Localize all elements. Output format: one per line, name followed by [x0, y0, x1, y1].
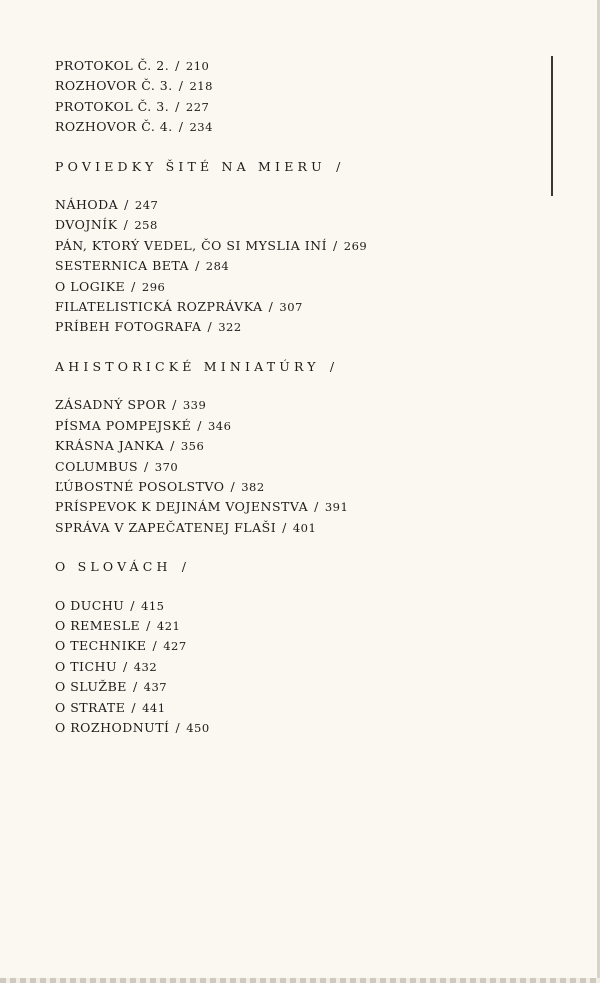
toc-entry-title: O REMESLE — [55, 617, 141, 633]
separator-slash: / — [178, 78, 184, 94]
toc-entry-title: O LOGIKE — [55, 278, 126, 294]
toc-entry-title: SPRÁVA V ZAPEČATENEJ FLAŠI — [55, 519, 277, 535]
toc-entry-page: 401 — [292, 520, 317, 535]
toc-entry-page: 210 — [185, 59, 210, 73]
toc-entry — [55, 457, 535, 477]
separator-slash: / — [178, 119, 184, 135]
toc-entry-title: O TECHNIKE — [55, 638, 147, 654]
toc-entry-page: 356 — [180, 439, 205, 454]
toc-entry-title: PÍSMA POMPEJSKÉ — [55, 417, 192, 433]
separator-slash: / — [175, 98, 180, 114]
toc-entry-title: FILATELISTICKÁ ROZPRÁVKA — [55, 299, 263, 315]
separator-slash: / — [336, 158, 341, 174]
separator-slash: / — [197, 417, 202, 433]
separator-slash: / — [123, 658, 128, 674]
toc-entry — [55, 277, 535, 297]
toc-entry-page: 218 — [189, 79, 213, 94]
separator-slash: / — [230, 478, 236, 494]
toc-entry-title: O TICHU — [55, 658, 117, 674]
toc-entry-page: 346 — [207, 418, 232, 433]
toc-entry-title: PÁN, KTORÝ VEDEL, ČO SI MYSLIA INÍ — [55, 237, 328, 253]
separator-slash: / — [132, 679, 138, 695]
toc-entry — [55, 395, 535, 415]
toc-entry-title: PROTOKOL Č. 3. — [55, 98, 170, 114]
separator-slash: / — [268, 299, 274, 315]
toc-entry — [55, 317, 535, 337]
section-heading — [55, 157, 535, 176]
toc-entry-title: O DUCHU — [55, 597, 125, 613]
toc-entry-title: ĽÚBOSTNÉ POSOLSTVO — [55, 478, 225, 494]
toc-entry — [55, 416, 535, 436]
toc-entry-title: ROZHOVOR Č. 3. — [55, 78, 173, 94]
separator-slash: / — [131, 278, 136, 294]
toc-entry — [55, 256, 535, 276]
toc-entry-title: PROTOKOL Č. 2. — [55, 58, 170, 73]
toc-entry — [55, 236, 535, 256]
section-heading-text: AHISTORICKÉ MINIATÚRY — [55, 358, 320, 374]
toc-entry-page: 339 — [182, 398, 207, 413]
toc-entry-page: 432 — [133, 659, 158, 674]
toc-entry — [55, 215, 535, 235]
toc-entry-page: 227 — [185, 99, 210, 114]
separator-slash: / — [152, 638, 158, 654]
separator-slash: / — [333, 237, 338, 253]
separator-slash: / — [282, 519, 287, 535]
toc-entry — [55, 497, 535, 517]
toc-entry-page: 322 — [218, 320, 242, 335]
toc-entry-title: ROZHOVOR Č. 4. — [55, 119, 173, 135]
toc-entry-page: 437 — [143, 680, 168, 695]
toc-entry-title: O STRATE — [55, 699, 126, 715]
toc-entry-page: 382 — [241, 479, 265, 494]
section-heading — [55, 557, 535, 576]
page-bottom-edge — [0, 978, 600, 983]
toc-entry-page: 296 — [141, 279, 166, 294]
section-heading-text: POVIEDKY ŠITÉ NA MIERU — [55, 158, 326, 174]
separator-slash: / — [207, 319, 213, 335]
toc-entry — [55, 297, 535, 317]
toc-entry — [55, 657, 535, 677]
toc-entry-title: O SLUŽBE — [55, 679, 127, 695]
toc-entry — [55, 76, 535, 96]
toc-entry-page: 441 — [142, 700, 166, 715]
toc-entry-page: 247 — [134, 198, 159, 213]
toc-entry-title: PRÍSPEVOK K DEJINÁM VOJENSTVA — [55, 499, 309, 515]
separator-slash: / — [175, 58, 180, 73]
separator-slash: / — [170, 438, 175, 454]
section-heading — [55, 357, 535, 376]
toc-entry — [55, 698, 535, 718]
toc-entry — [55, 436, 535, 456]
toc-entry-page: 415 — [141, 598, 165, 613]
toc-entry-page: 450 — [186, 720, 210, 735]
toc-entry-page: 269 — [343, 238, 368, 253]
toc-entry — [55, 636, 535, 656]
table-of-contents — [55, 56, 535, 738]
separator-slash: / — [329, 358, 335, 374]
toc-entry-title: NÁHODA — [55, 197, 119, 213]
toc-entry-page: 370 — [154, 459, 179, 474]
separator-slash: / — [181, 559, 186, 575]
vertical-rule — [551, 56, 553, 196]
toc-entry — [55, 616, 535, 636]
separator-slash: / — [175, 719, 181, 735]
toc-entry-title: DVOJNÍK — [55, 217, 118, 233]
separator-slash: / — [123, 217, 129, 233]
toc-entry — [55, 518, 535, 538]
toc-entry-page: 258 — [134, 218, 158, 233]
toc-entry-title: ZÁSADNÝ SPOR — [55, 397, 167, 413]
separator-slash: / — [195, 258, 200, 274]
toc-entry-title: COLUMBUS — [55, 458, 139, 474]
separator-slash: / — [144, 458, 149, 474]
separator-slash: / — [146, 617, 151, 633]
toc-entry — [55, 596, 535, 616]
toc-entry-page: 234 — [189, 120, 213, 135]
toc-entry-page: 284 — [205, 259, 230, 274]
toc-entry — [55, 195, 535, 215]
separator-slash: / — [130, 597, 135, 613]
toc-entry-title: SESTERNICA BETA — [55, 258, 190, 274]
toc-entry — [55, 56, 535, 76]
toc-entry-page: 391 — [324, 500, 349, 515]
separator-slash: / — [124, 197, 129, 213]
toc-entry — [55, 97, 535, 117]
toc-entry — [55, 718, 535, 738]
toc-entry-title: KRÁSNA JANKA — [55, 438, 165, 454]
section-heading-text: O SLOVÁCH — [55, 559, 172, 575]
toc-entry — [55, 677, 535, 697]
toc-entry — [55, 117, 535, 137]
toc-entry-page: 421 — [156, 618, 181, 633]
toc-entry-title: PRÍBEH FOTOGRAFA — [55, 319, 202, 335]
toc-entry-page: 307 — [279, 300, 303, 315]
separator-slash: / — [131, 699, 137, 715]
separator-slash: / — [314, 499, 319, 515]
toc-entry — [55, 477, 535, 497]
separator-slash: / — [172, 397, 177, 413]
toc-entry-page: 427 — [163, 639, 187, 654]
toc-entry-title: O ROZHODNUTÍ — [55, 719, 170, 735]
